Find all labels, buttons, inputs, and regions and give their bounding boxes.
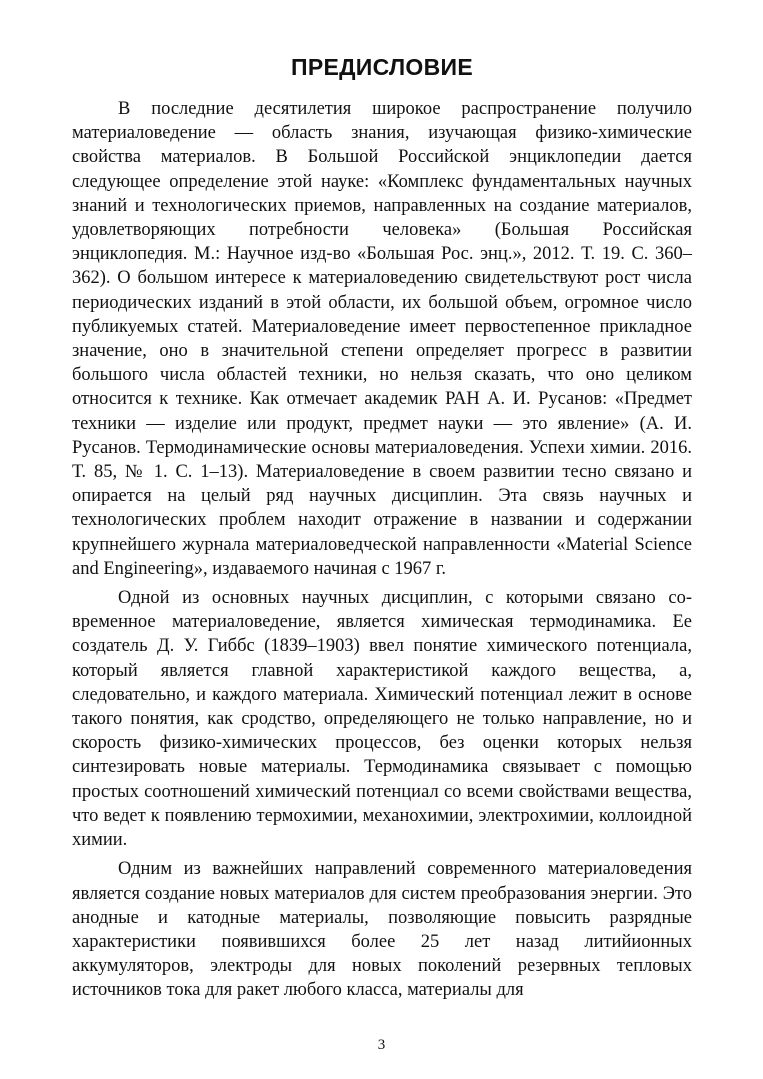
paragraph-2: Одной из основных научных дисциплин, с которыми связано современное материаловедение, является химическая термодинамика. Ее создатель Д. У. Гиббс (1839–1903) ввел понятие химического потенциала, который является главной характеристикой каждого вещества, а, следовательно, и каждого материала. Химический потенциал лежит в основе такого понятия, как сродство, определяющего не только направление, но и скорость физико-химических процессов, без оценки которых нельзя синтезировать новые материалы. Термодинамика связывает с помощью простых соотношений химический потенциал со всеми свойствами вещества, что ведет к появлению термохимии, механохимии, электрохимии, коллоидной химии. <box>72 588 692 851</box>
paragraph-1: В последние десятилетия широкое распространение получило материаловедение — область знания, изучающая физико-химические свойства материалов. В Большой Российской энциклопедии дается следующее определение этой науке: «Комплекс фундаментальных научных знаний и технологических приемов, направленных на создание материалов, удовлетворяющих потребности человека» (Большая Российская энциклопедия. М.: Научное изд-во «Большая Рос. энц.», 2012. Т. 19. С. 360–362). О большом интересе к материаловедению свидетельствуют рост числа периодических изданий в этой области, их большой объем, огромное число публикуемых статей. Материаловедение имеет первостепенное прикладное значение, оно в значительной степени определяет прогресс в развитии большого числа областей техники, но нельзя сказать, что оно целиком относится к технике. Как отмечает академик РАН А. И. Русанов: «Предмет техники — изделие или продукт, предмет науки — это явление» (А. И. Русанов. Термодинамические основы материаловедения. Успехи химии. 2016. Т. 85, № 1. С. 1–13). Материаловедение в своем развитии тесно связано и опирается на целый ряд научных дисциплин. Эта связь научных и технологических проблем находит отражение в названии и содержании крупнейшего журнала материаловедческой направленности «Material Science and Engineering», издаваемого начиная с 1967 г. <box>72 99 692 579</box>
paragraph-3: Одним из важнейших направлений современного материаловедения является создание новых материалов для систем преобразования энергии. Это анодные и катодные материалы, позволяющие повысить разрядные характеристики появившихся более 25 лет назад литийионных аккумуляторов, электроды для новых поколений резервных тепловых источников тока для ракет любого класса, материалы для <box>72 859 692 1001</box>
page-content <box>72 54 692 1008</box>
page-number: 3 <box>377 1037 386 1053</box>
page-title: ПРЕДИСЛОВИЕ <box>291 54 473 80</box>
